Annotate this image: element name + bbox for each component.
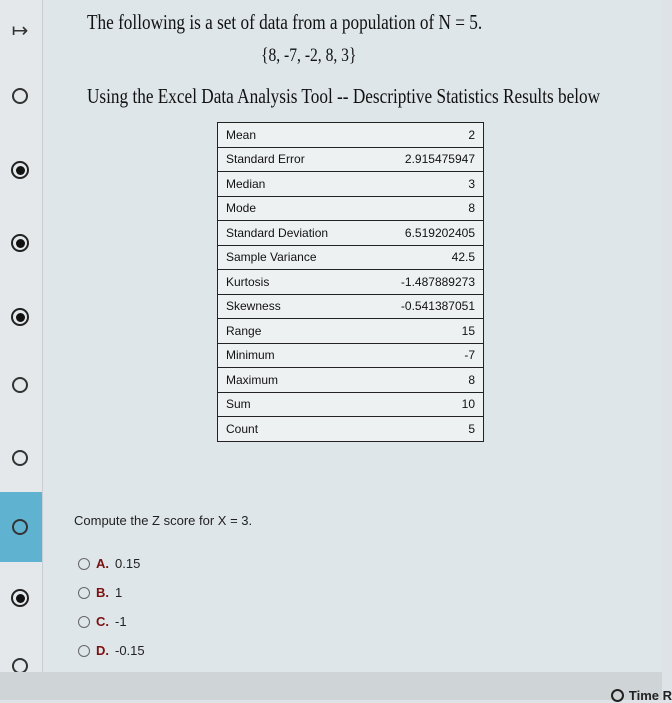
- stat-value: 8: [368, 368, 483, 393]
- stat-value: -1.487889273: [368, 270, 483, 295]
- descriptive-statistics-table: [217, 122, 484, 442]
- stats-row: [218, 343, 484, 368]
- question-status-answered-icon[interactable]: [10, 588, 30, 608]
- option-text: -0.15: [115, 643, 145, 658]
- question-status-icon[interactable]: [10, 375, 30, 395]
- radio-button[interactable]: [78, 558, 90, 570]
- expand-arrow-icon[interactable]: ↦: [11, 19, 29, 42]
- question-status-icon[interactable]: [10, 86, 30, 106]
- time-remaining[interactable]: [611, 688, 672, 703]
- stats-row: [218, 392, 484, 417]
- stats-row: [218, 221, 484, 246]
- option-text: -1: [115, 614, 127, 629]
- stat-label: Kurtosis: [218, 270, 369, 295]
- bottom-bar: [0, 672, 662, 700]
- radio-button[interactable]: [78, 587, 90, 599]
- question-status-answered-icon[interactable]: [10, 160, 30, 180]
- timer-label: Time R: [628, 688, 672, 703]
- stat-label: Minimum: [218, 343, 369, 368]
- stat-value: 6.519202405: [368, 221, 483, 246]
- stat-label: Sample Variance: [218, 245, 369, 270]
- question-panel: [43, 0, 662, 672]
- stats-row: [218, 147, 484, 172]
- stats-row: [218, 245, 484, 270]
- stat-label: Sum: [218, 392, 369, 417]
- stats-row: [218, 294, 484, 319]
- stat-value: 8: [368, 196, 483, 221]
- option-letter: A.: [96, 556, 109, 571]
- stat-value: 42.5: [368, 245, 483, 270]
- stat-label: Mean: [218, 123, 369, 148]
- stats-row: [218, 172, 484, 197]
- current-question-status-icon[interactable]: [10, 517, 30, 537]
- stat-value: 15: [368, 319, 483, 344]
- stats-row: [218, 123, 484, 148]
- stat-label: Maximum: [218, 368, 369, 393]
- stats-row: [218, 368, 484, 393]
- question-status-icon[interactable]: [10, 448, 30, 468]
- stat-label: Mode: [218, 196, 369, 221]
- instruction: Using the Excel Data Analysis Tool -- Descriptive Statistics Results below: [87, 84, 601, 108]
- stats-row: [218, 196, 484, 221]
- problem-intro: The following is a set of data from a population of N = 5.: [87, 10, 483, 34]
- question-nav-sidebar: [0, 0, 43, 672]
- question-status-answered-icon[interactable]: [10, 233, 30, 253]
- option-text: 0.15: [115, 556, 141, 571]
- stat-label: Skewness: [218, 294, 369, 319]
- option-letter: B.: [96, 585, 109, 600]
- question-text: Compute the Z score for X = 3.: [74, 513, 253, 528]
- radio-button[interactable]: [78, 645, 90, 657]
- stat-label: Standard Error: [218, 147, 369, 172]
- answer-option[interactable]: [78, 556, 140, 571]
- stat-label: Standard Deviation: [218, 221, 369, 246]
- stat-value: 5: [368, 417, 483, 442]
- stat-label: Median: [218, 172, 369, 197]
- stat-value: 10: [368, 392, 483, 417]
- stat-label: Range: [218, 319, 369, 344]
- stat-value: 2: [368, 123, 483, 148]
- stat-label: Count: [218, 417, 369, 442]
- option-text: 1: [115, 585, 123, 600]
- option-letter: C.: [96, 614, 109, 629]
- stats-row: [218, 319, 484, 344]
- dataset: {8, -7, -2, 8, 3}: [261, 45, 357, 66]
- radio-button[interactable]: [78, 616, 90, 628]
- clock-icon: [611, 689, 624, 702]
- stat-value: -7: [368, 343, 483, 368]
- answer-option[interactable]: [78, 614, 127, 629]
- answer-option[interactable]: [78, 643, 145, 658]
- stat-value: 3: [368, 172, 483, 197]
- answer-option[interactable]: [78, 585, 122, 600]
- question-status-icon[interactable]: [10, 658, 30, 672]
- stats-row: [218, 417, 484, 442]
- option-letter: D.: [96, 643, 109, 658]
- stat-value: -0.541387051: [368, 294, 483, 319]
- question-status-answered-icon[interactable]: [10, 307, 30, 327]
- stat-value: 2.915475947: [368, 147, 483, 172]
- stats-row: [218, 270, 484, 295]
